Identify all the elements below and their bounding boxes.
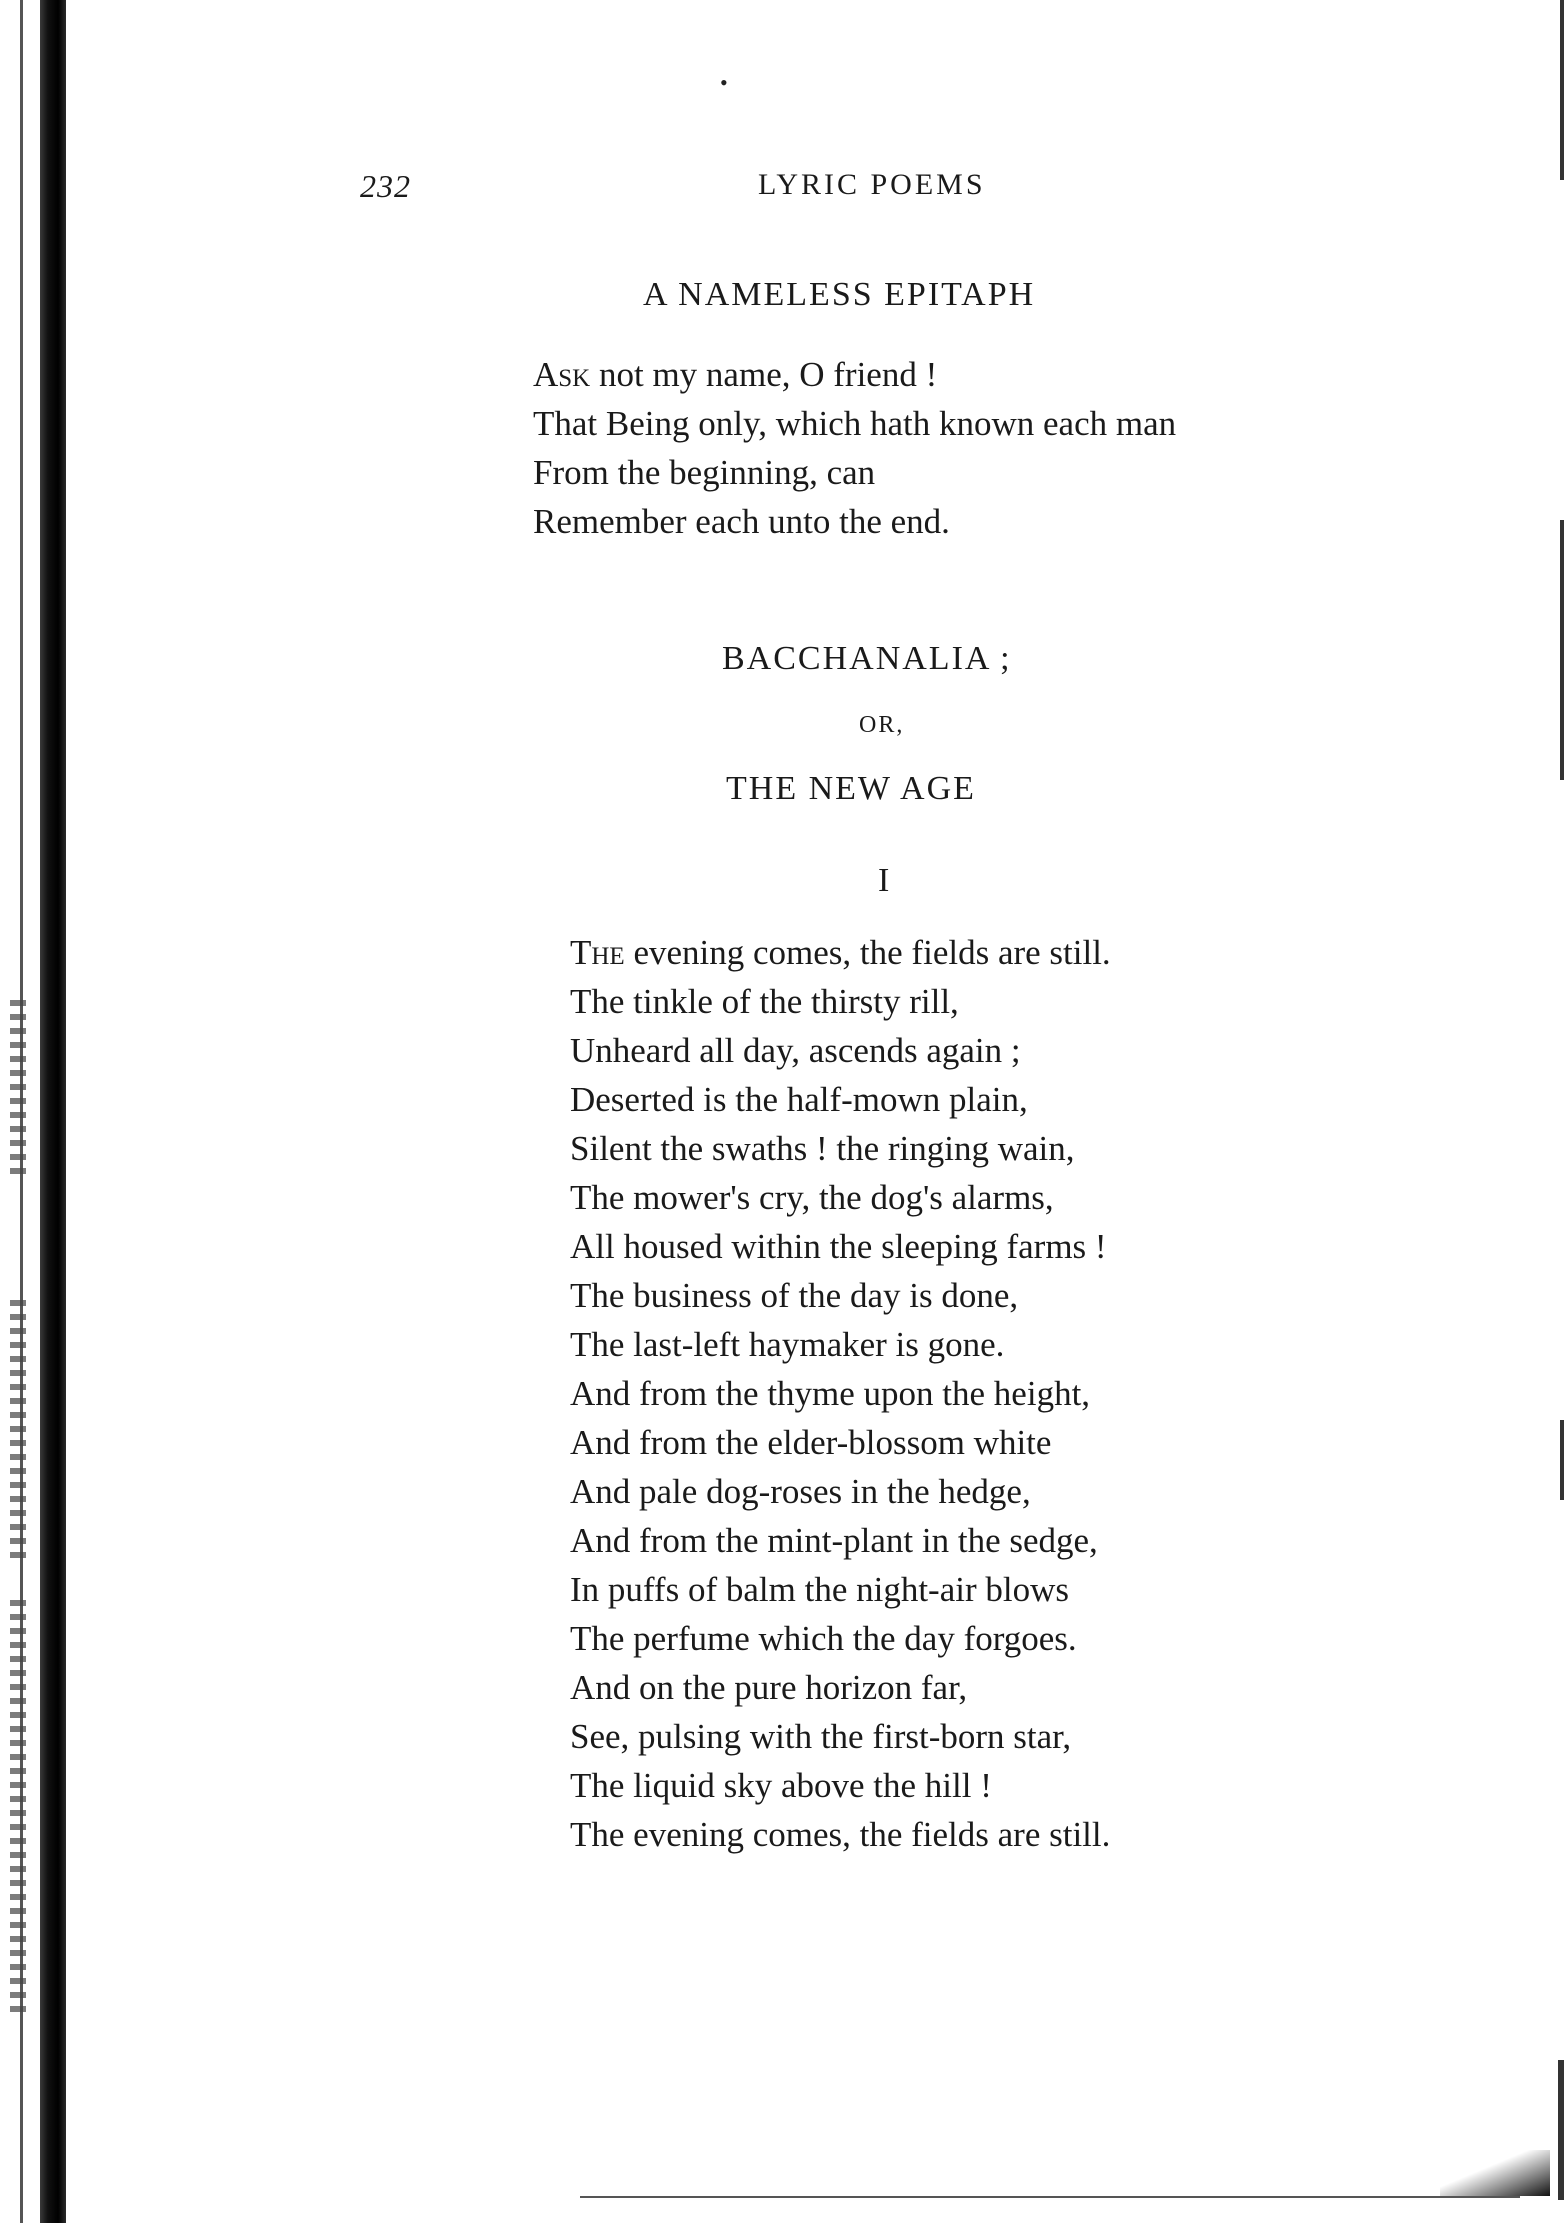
section-numeral: I [878,862,892,899]
poem-line: The business of the day is done, [570,1276,1019,1315]
poem-line: And pale dog-roses in the hedge, [570,1472,1031,1511]
poem-line: The liquid sky above the hill ! [570,1766,992,1805]
poem-line: The last-left haymaker is gone. [570,1325,1005,1364]
poem-line: The tinkle of the thirsty rill, [570,982,959,1021]
poem-line: And from the elder-blossom white [570,1423,1052,1462]
corner-shadow [1440,2150,1550,2196]
poem-line: The evening comes, the fields are still. [570,1815,1111,1854]
right-edge-shadow [1558,2060,1564,2200]
bottom-page-edge [580,2196,1520,2198]
running-head: LYRIC POEMS [758,168,986,201]
poem-line: The mower's cry, the dog's alarms, [570,1178,1054,1217]
poem-line: And on the pure horizon far, [570,1668,968,1707]
poem-subtitle: THE NEW AGE [726,770,976,807]
poem-line: Deserted is the half-mown plain, [570,1080,1028,1119]
title-conjunction: OR, [859,712,905,738]
poem-line: And from the thyme upon the height, [570,1374,1091,1413]
edge-marks [10,1000,26,1180]
poem-line [533,350,1176,399]
page-number: 232 [360,168,411,204]
poem-line: Unheard all day, ascends again ; [570,1031,1021,1070]
poem-line: And from the mint-plant in the sedge, [570,1521,1098,1560]
drop-word: The [570,933,625,972]
poem-line: Remember each unto the end. [533,502,950,541]
right-edge-shadow [1560,1420,1564,1500]
poem-line [570,928,1111,977]
poem-line: See, pulsing with the first-born star, [570,1717,1072,1756]
poem-line-text: evening comes, the fields are still. [633,933,1111,972]
bacchanalia-lines [570,928,1111,1859]
poem-title-epitaph: A NAMELESS EPITAPH [643,276,1036,313]
edge-marks [10,1300,26,1560]
epitaph-lines [533,350,1176,546]
poem-line: In puffs of balm the night-air blows [570,1570,1069,1609]
poem-line-text: not my name, O friend ! [598,355,938,394]
poem-line: All housed within the sleeping farms ! [570,1227,1107,1266]
right-edge-shadow [1560,0,1564,180]
poem-line: Silent the swaths ! the ringing wain, [570,1129,1075,1168]
ink-speck: • [720,70,728,95]
right-edge-shadow [1560,520,1564,780]
edge-marks [10,1600,26,2020]
poem-line: From the beginning, can [533,453,876,492]
poem-line: That Being only, which hath known each man [533,404,1177,443]
poem-title-bacchanalia: BACCHANALIA ; [722,640,1012,677]
poem-line: The perfume which the day forgoes. [570,1619,1077,1658]
drop-word: Ask [533,355,591,394]
binding-edge [40,0,66,2223]
